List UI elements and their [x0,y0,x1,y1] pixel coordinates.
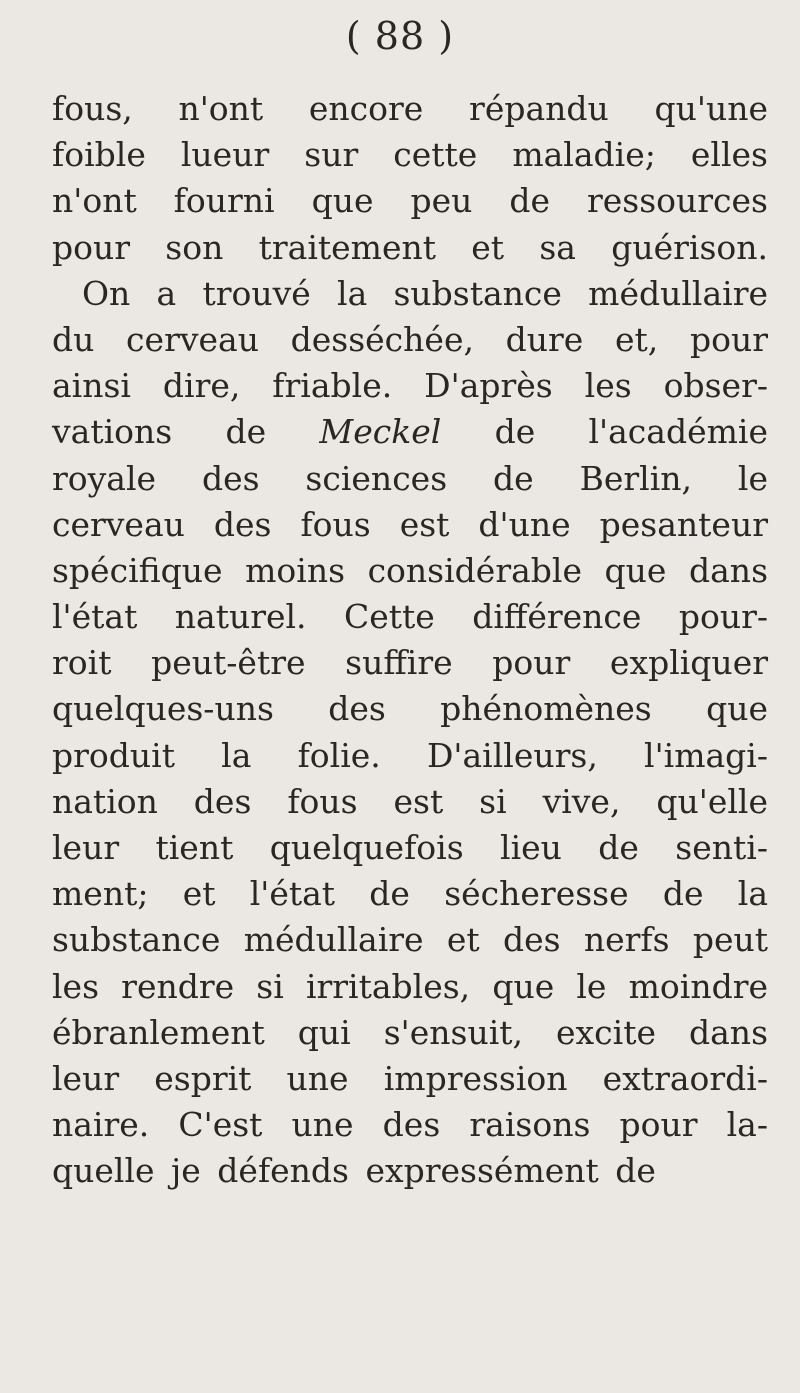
text-line: roit peut-être suffire pour expliquer [52,643,768,683]
text-line: l'état naturel. Cette différence pour- [52,597,768,637]
page-number: ( 88 ) [345,14,455,58]
text-line: leur esprit une impression extraordi- [52,1058,768,1098]
text-line: quelques-uns des phénomènes que [52,689,768,729]
line-segment: de l'académie [494,412,768,452]
text-line: nation des fous est si vive, qu'elle [52,781,768,821]
text-line: les rendre si irritables, que le moindre [52,966,768,1006]
text-line: produit la folie. D'ailleurs, l'imagi- [52,735,768,775]
text-line: fous, n'ont encore répandu qu'une [52,89,768,128]
text-line: spécifique moins considérable que dans [52,550,768,590]
text-line: n'ont fourni que peu de ressources [52,181,768,221]
text-line: ainsi dire, friable. D'après les obser- [52,366,768,406]
text-line: naire. C'est une des raisons pour la- [52,1105,768,1145]
text-line [52,409,768,455]
text-line: quelle je défends expressément de [52,1151,656,1191]
text-line: pour son traitement et sa guérison. [52,227,768,267]
text-line: substance médullaire et des nerfs peut [52,920,768,960]
text-line: royale des sciences de Berlin, le [52,458,768,498]
text-line: leur tient quelquefois lieu de senti- [52,828,768,867]
text-line: On a trouvé la substance médullaire [82,273,768,313]
text-line: ment; et l'état de sécheresse de la [52,874,768,914]
text-line: foible lueur sur cette maladie; elles [52,135,768,175]
author-name: Meckel [319,412,442,452]
text-line: ébranlement qui s'ensuit, excite dans [52,1012,768,1052]
text-line: du cerveau desséchée, dure et, pour [52,319,768,359]
text-line: cerveau des fous est d'une pesanteur [52,504,768,544]
line-segment: vations de [52,412,267,452]
body-text [52,86,768,1195]
